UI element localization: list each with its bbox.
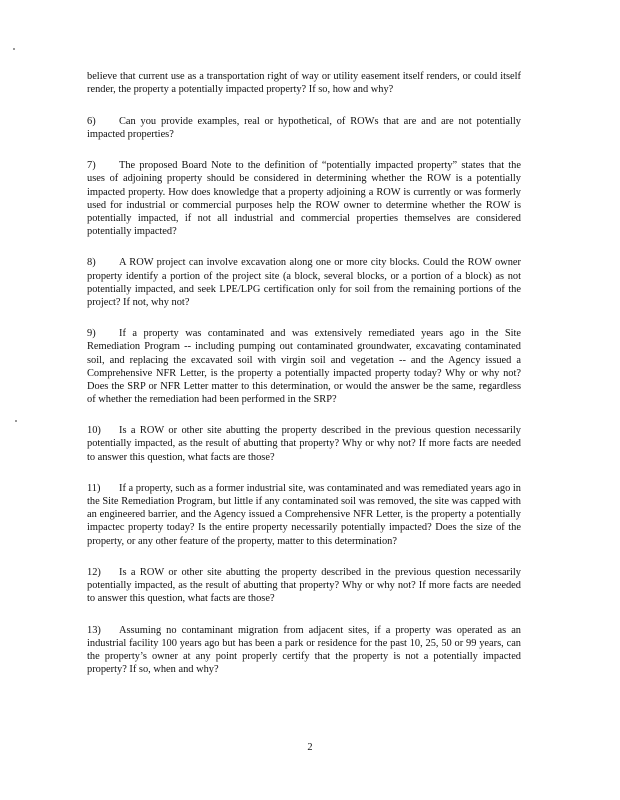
question-11 — [87, 482, 521, 547]
document-body — [87, 70, 521, 695]
scan-speck — [15, 420, 17, 422]
question-7 — [87, 159, 521, 238]
question-number: 11) — [87, 483, 101, 495]
question-number: 13) — [87, 624, 101, 636]
question-number: 9) — [87, 328, 96, 340]
question-text: Can you provide examples, real or hypothetical, of ROWs that are and are not potentially impacted properties? — [87, 115, 521, 140]
question-number: 6) — [87, 115, 96, 127]
intro-paragraph: believe that current use as a transportation right of way or utility easement itself renders, or could itself render, the property a potentially impacted property? If so, how and why? — [87, 71, 521, 96]
page-number: 2 — [307, 742, 313, 753]
scan-speck — [13, 48, 15, 50]
question-text: A ROW project can involve excavation along one or more city blocks. Could the ROW owner property identify a portion of the project site (a block, several blocks, or a portion of a block) as not potentially impacted, and seek LPE/LPG certification only for soil from the remaining portions of the project? If not, why not? — [87, 257, 521, 308]
question-text: If a property, such as a former industrial site, was contaminated and was remediated years ago in the Site Remediation Program, but little if any contaminated soil was removed, the site was capped with an engineered barrier, and the Agency issued a Comprehensive NFR Letter, is the property a potentially impactec property today? Is the entire property necessarily potentially impacted? Does the size of the property, or any other feature of the property, matter to this determination? — [87, 483, 521, 547]
question-text: If a property was contaminated and was extensively remediated years ago in the Site Remediation Program -- including pumping out contaminated groundwater, excavating contaminated soil, and replacing the excavated soil with virgin soil and vegetation -- and the Agency issued a Comprehensive NFR Letter, is the property a potentially impacted property today? Why or why not? Does the SRP or NFR Letter matter to this determination, or would the answer be the same, regardless of whether the remediation had been performed in the SRP? — [87, 328, 521, 405]
question-number: 7) — [87, 160, 96, 172]
question-8 — [87, 256, 521, 308]
question-9 — [87, 327, 521, 406]
question-10 — [87, 424, 521, 463]
question-text: Is a ROW or other site abutting the property described in the previous question necessarily potentially impacted, as the result of abutting that property? Why or why not? If more facts are needed to answer this question, what facts are those? — [87, 567, 521, 605]
question-6 — [87, 115, 521, 141]
question-13 — [87, 624, 521, 676]
question-number: 10) — [87, 425, 101, 437]
question-text: Is a ROW or other site abutting the property described in the previous question necessarily potentially impacted, as the result of abutting that property? Why or why not? If more facts are needed to answer this question, what facts are those? — [87, 425, 521, 463]
question-text: The proposed Board Note to the definition of “potentially impacted property” states that the uses of adjoining property should be considered in determining whether the ROW is a potentially impacted property. How does knowledge that a property adjoining a ROW is currently or was formerly used for industrial or commercial purposes help the ROW owner to determine whether the ROW is potentially impacted, if not all industrial and commercial properties themselves are considered potentially impacted? — [87, 160, 521, 237]
question-number: 8) — [87, 257, 96, 269]
question-text: Assuming no contaminant migration from adjacent sites, if a property was operated as an industrial facility 100 years ago but has been a park or residence for the past 10, 25, 50 or 99 years, can the property’s owner at any point properly certify that the property is not a potentially impacted property? If so, when and why? — [87, 624, 521, 676]
question-number: 12) — [87, 567, 101, 579]
question-12 — [87, 566, 521, 605]
